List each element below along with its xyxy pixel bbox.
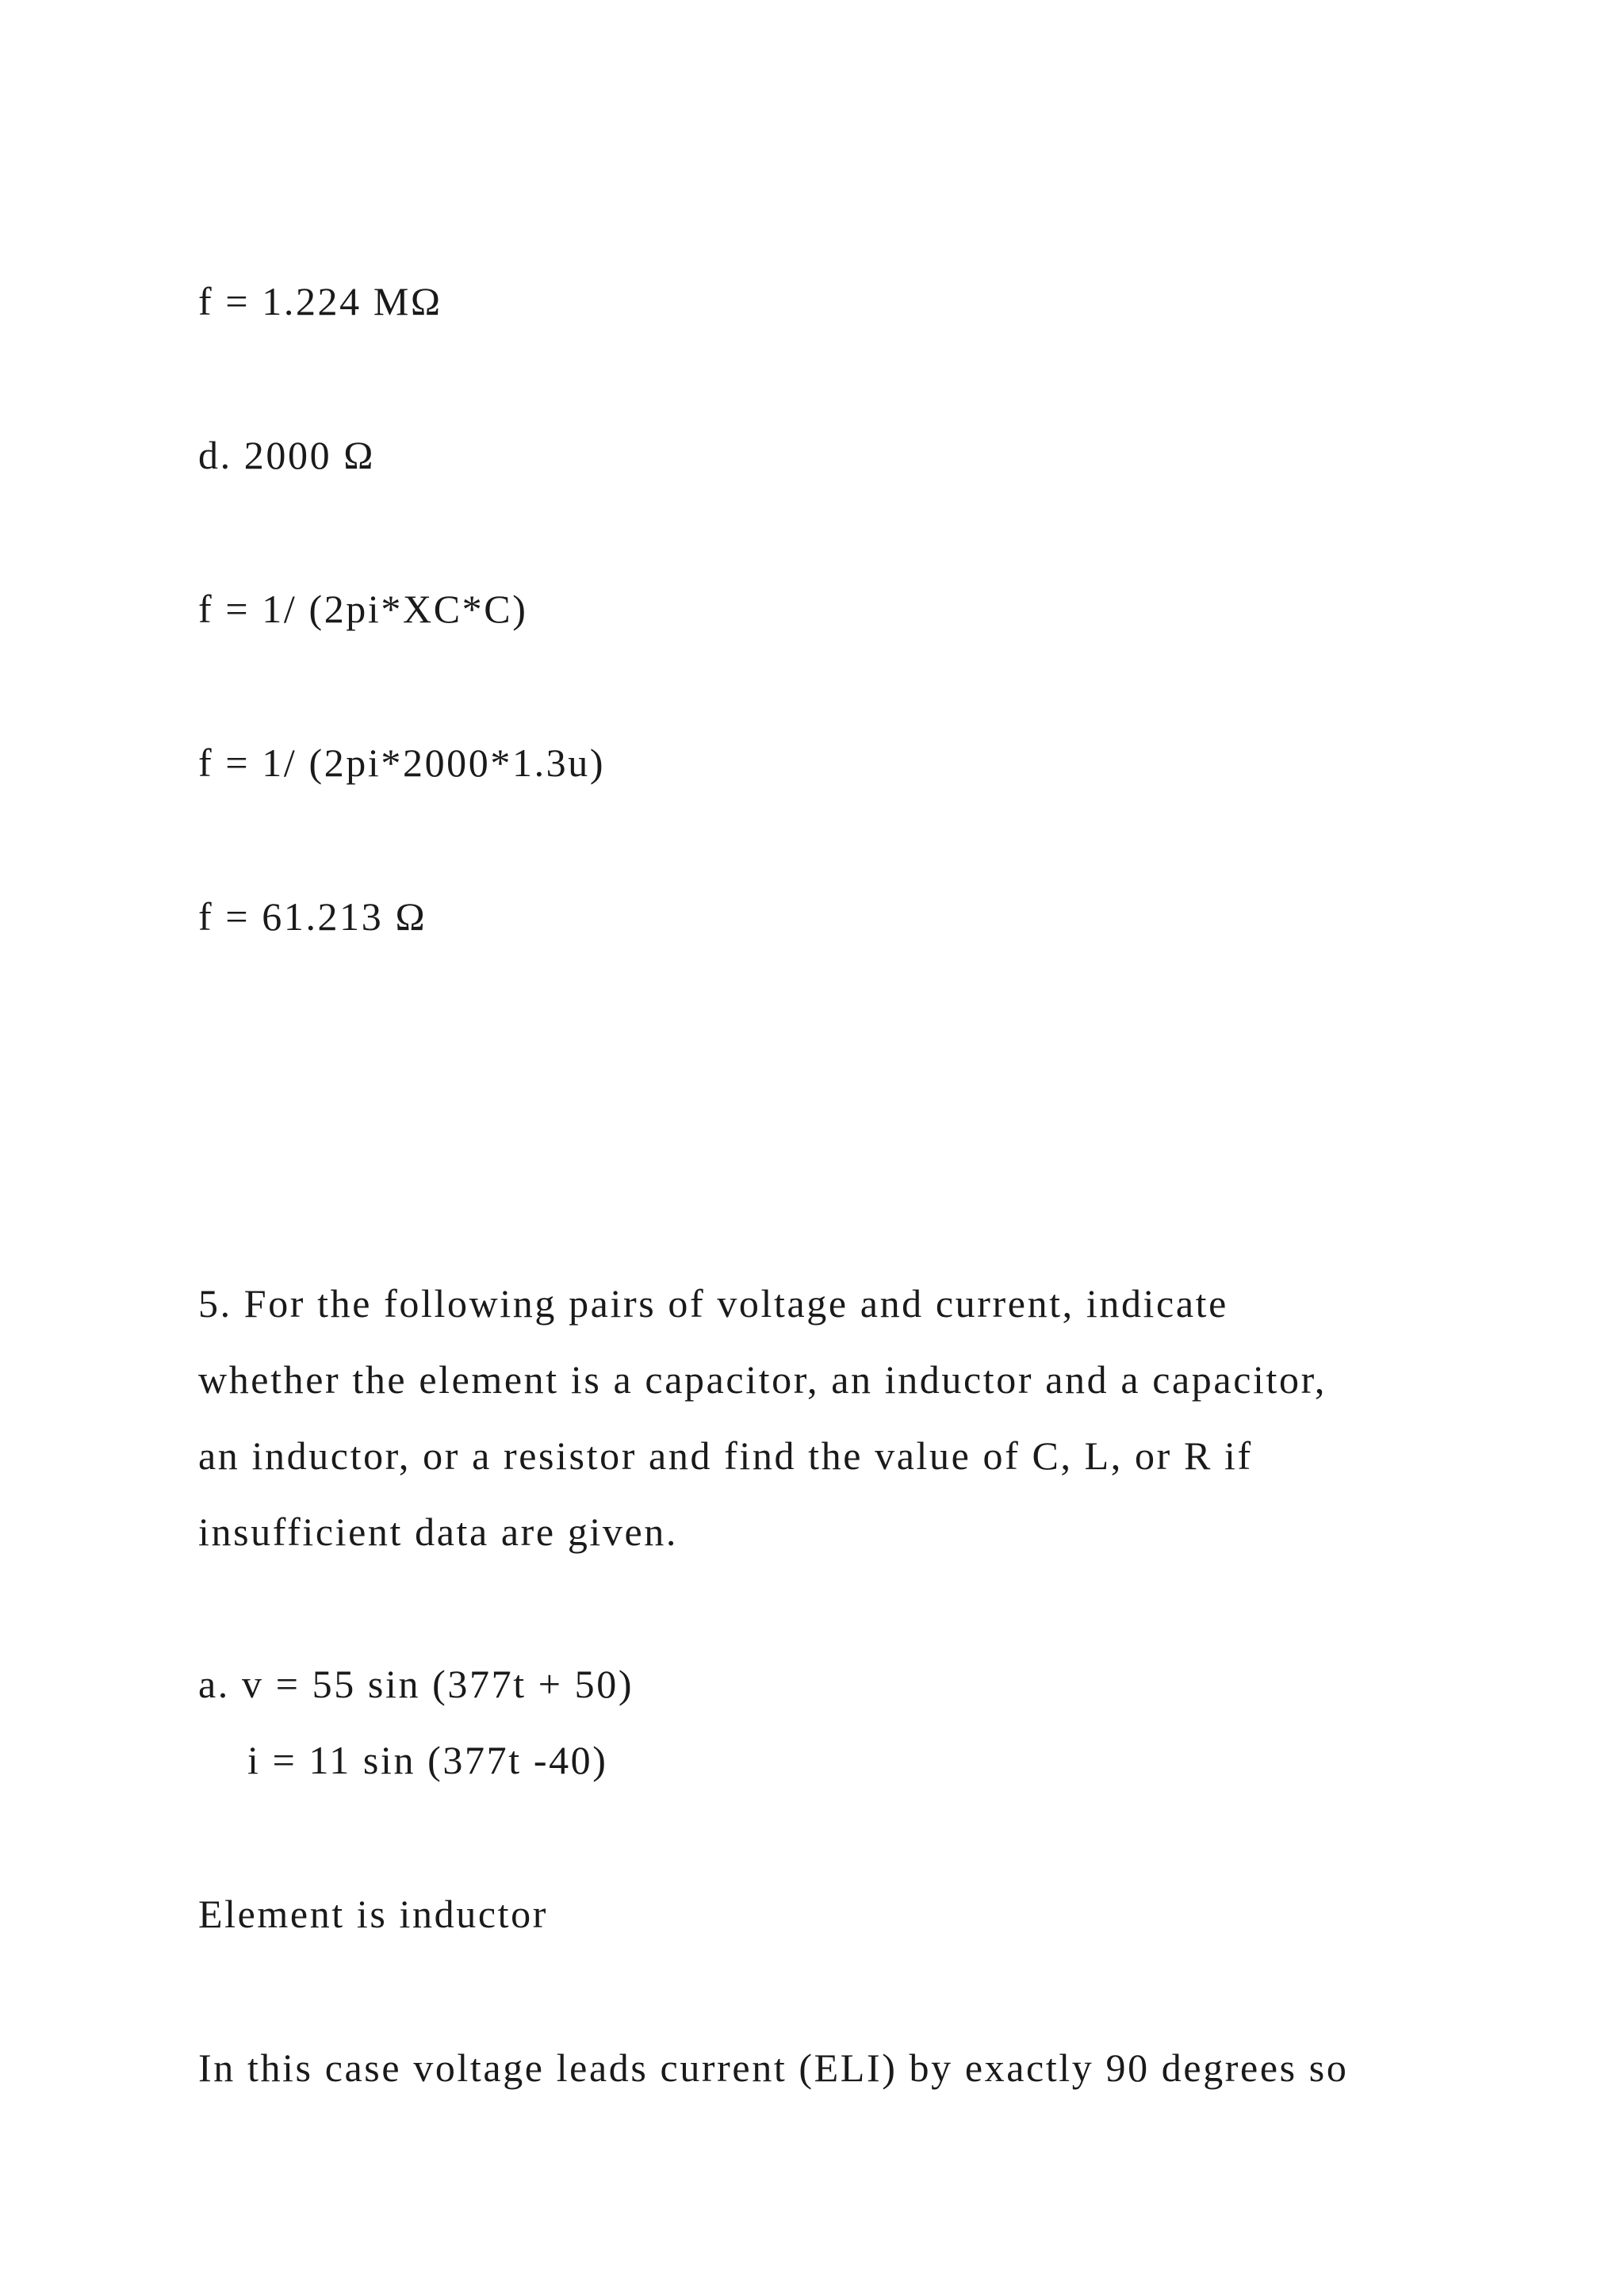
result-line-mega-ohm: f = 1.224 MΩ <box>198 279 442 323</box>
question-5-line-3: an inductor, or a resistor and find the value of C, L, or R if <box>198 1433 1253 1478</box>
substitution-line: f = 1/ (2pi*2000*1.3u) <box>198 740 606 785</box>
part-a-current: i = 11 sin (377t -40) <box>247 1738 608 1782</box>
explanation-line: In this case voltage leads current (ELI) by exactly 90 degrees so <box>198 2045 1349 2090</box>
question-5-line-1: 5. For the following pairs of voltage and current, indicate <box>198 1281 1228 1326</box>
part-d-heading: d. 2000 Ω <box>198 433 376 477</box>
result-line-ohm: f = 61.213 Ω <box>198 894 427 939</box>
formula-line: f = 1/ (2pi*XC*C) <box>198 587 528 631</box>
question-5-line-2: whether the element is a capacitor, an inductor and a capacitor, <box>198 1357 1327 1402</box>
element-answer: Element is inductor <box>198 1892 548 1936</box>
question-5-line-4: insufficient data are given. <box>198 1510 679 1554</box>
part-a-voltage: a. v = 55 sin (377t + 50) <box>198 1662 634 1706</box>
